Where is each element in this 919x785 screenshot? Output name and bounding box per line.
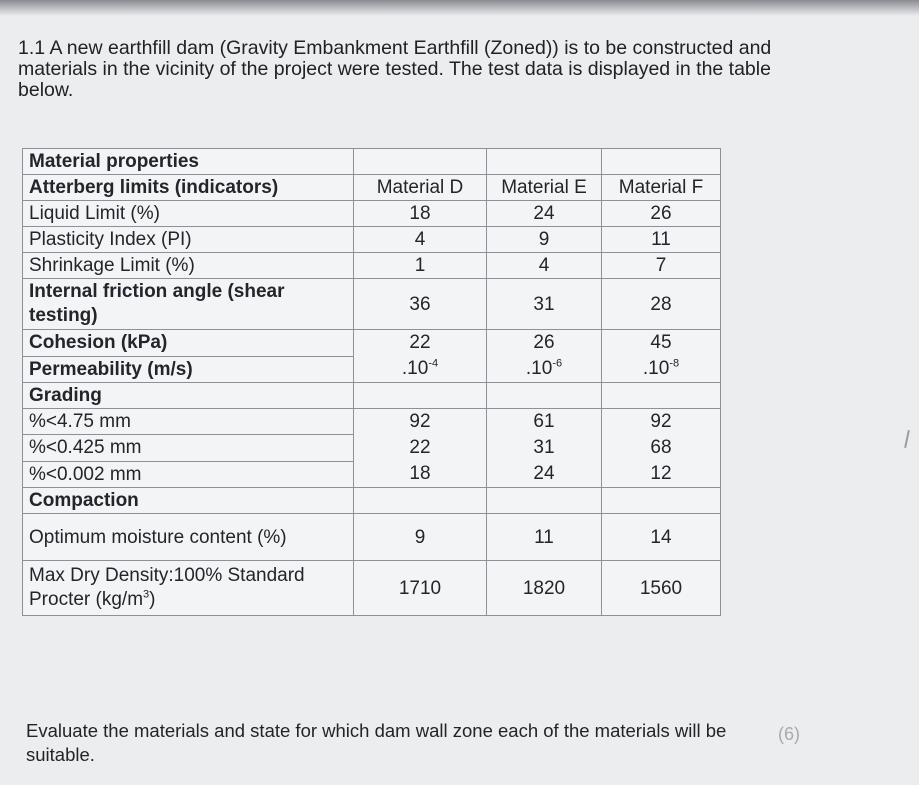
table-row: [23, 561, 721, 616]
plasticity-index-f: 11: [602, 227, 721, 253]
permeability-f: $.10^{-8}$: [642, 357, 680, 379]
friction-angle-d: 36: [354, 279, 487, 330]
grading-e: 61 31 24: [487, 409, 602, 488]
liquid-limit-f: 26: [602, 201, 721, 227]
cohesion-f: 45: [650, 332, 672, 353]
question-text: 1.1 A new earthfill dam (Gravity Embankment Earthfill (Zoned)) is to be constructed and materials in the vicinity of the project were tested. The test data is displayed in the table below.: [18, 36, 772, 101]
cohesion-permeability-f: [602, 330, 721, 383]
grading-0-002-label: %<0.002 mm: [23, 461, 354, 487]
mdd-label: Max Dry Density:100% Standard Procter $(kg/m^3)$: [23, 561, 354, 616]
shrinkage-limit-d: 1: [354, 253, 487, 279]
table-row: [23, 330, 721, 357]
cohesion-permeability-d: [354, 330, 487, 383]
cohesion-e: 26: [533, 332, 555, 353]
liquid-limit-e: 24: [487, 201, 602, 227]
table-row: [23, 227, 721, 253]
atterberg-label: Atterberg limits (indicators): [23, 175, 354, 201]
omc-d: 9: [354, 514, 487, 561]
shrinkage-limit-label: Shrinkage Limit (%): [23, 253, 354, 279]
omc-label: Optimum moisture content (%): [23, 514, 354, 561]
shrinkage-limit-e: 4: [487, 253, 602, 279]
table-row: [23, 514, 721, 561]
mdd-d: 1710: [354, 561, 487, 616]
material-e-header: Material E: [487, 175, 602, 201]
cohesion-permeability-e: [487, 330, 602, 383]
plasticity-index-d: 4: [354, 227, 487, 253]
table-row: [23, 175, 721, 201]
material-d-header: Material D: [354, 175, 487, 201]
omc-e: 11: [487, 514, 602, 561]
friction-angle-label: Internal friction angle (shear testing): [23, 279, 354, 330]
compaction-label: Compaction: [23, 488, 354, 514]
material-properties-table: [22, 148, 721, 616]
table-row: [23, 279, 721, 330]
top-edge-shadow: [0, 0, 919, 16]
mdd-f: 1560: [602, 561, 721, 616]
header-material-properties: Material properties: [23, 149, 354, 175]
stray-mark: [904, 430, 910, 448]
instruction-text: Evaluate the materials and state for which dam wall zone each of the materials will be suitable.: [26, 719, 727, 765]
grading-0-425-label: %<0.425 mm: [23, 435, 354, 461]
grading-d: 92 22 18: [354, 409, 487, 488]
shrinkage-limit-f: 7: [602, 253, 721, 279]
table-row: [23, 488, 721, 514]
grading-4-75-label: %<4.75 mm: [23, 409, 354, 435]
marks-label: (6): [778, 724, 800, 744]
cohesion-label: Cohesion (kPa): [23, 330, 354, 357]
table-row: [23, 409, 721, 435]
mdd-e: 1820: [487, 561, 602, 616]
table-row: [23, 149, 721, 175]
plasticity-index-e: 9: [487, 227, 602, 253]
friction-angle-e: 31: [487, 279, 602, 330]
friction-angle-f: 28: [602, 279, 721, 330]
permeability-label: Permeability (m/s): [23, 356, 354, 383]
permeability-d: $.10^{-4}$: [401, 357, 439, 379]
cohesion-d: 22: [409, 332, 431, 353]
table-row: [23, 201, 721, 227]
grading-label: Grading: [23, 383, 354, 409]
grading-f: 92 68 12: [602, 409, 721, 488]
table-row: [23, 253, 721, 279]
liquid-limit-label: Liquid Limit (%): [23, 201, 354, 227]
table-row: [23, 383, 721, 409]
omc-f: 14: [602, 514, 721, 561]
permeability-e: $.10^{-6}$: [525, 357, 563, 379]
material-f-header: Material F: [602, 175, 721, 201]
liquid-limit-d: 18: [354, 201, 487, 227]
plasticity-index-label: Plasticity Index (PI): [23, 227, 354, 253]
